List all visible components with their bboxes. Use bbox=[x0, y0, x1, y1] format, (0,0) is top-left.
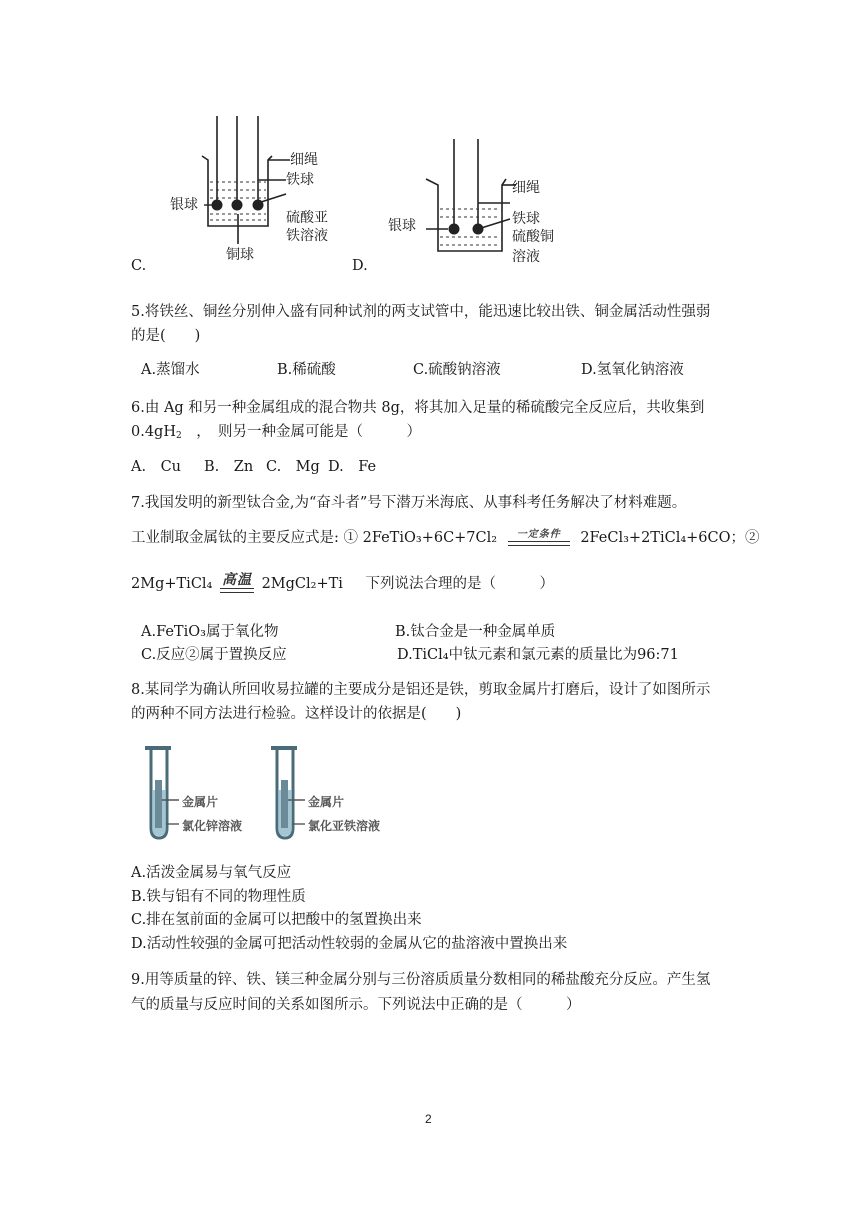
tube1-solution-label: 氯化锌溶液 bbox=[182, 819, 243, 833]
q7-stem-line1: 7.我国发明的新型钛合金,为“奋斗者”号下潜万米海底、从事科考任务解决了材料难题。 bbox=[131, 495, 687, 511]
q8-stem-line1: 8.某同学为确认所回收易拉罐的主要成分是铝还是铁，剪取金属片打磨后，设计了如图所示 bbox=[131, 682, 711, 698]
q7-option-b: B.钛合金是一种金属单质 bbox=[395, 624, 556, 640]
fig-d-letter: D. bbox=[352, 258, 368, 274]
fig-c-rope-label: 细绳 bbox=[290, 152, 318, 168]
eq2-condition: 高温 bbox=[221, 572, 252, 588]
fig-d-solution-label-2: 溶液 bbox=[512, 249, 540, 265]
q8-option-b: B.铁与铝有不同的物理性质 bbox=[131, 889, 306, 905]
test-tube-1 bbox=[145, 748, 179, 838]
q6-option-c: C. Mg bbox=[266, 459, 320, 475]
iron-ball bbox=[473, 224, 484, 235]
q5-option-d: D.氢氧化钠溶液 bbox=[581, 362, 684, 378]
q9-stem-line1: 9.用等质量的锌、铁、镁三种金属分别与三份溶质质量分数相同的稀盐酸充分反应。产生氢 bbox=[131, 972, 711, 988]
tube2-metal-label: 金属片 bbox=[308, 795, 345, 809]
q6-stem-line1: 6.由 Ag 和另一种金属组成的混合物共 8g，将其加入足量的稀硫酸完全反应后，共收集到 bbox=[131, 400, 705, 416]
iron-ball bbox=[253, 200, 264, 211]
q5-stem-line1: 5.将铁丝、铜丝分别伸入盛有同种试剂的两支试管中，能迅速比较出铁、铜金属活动性强弱 bbox=[131, 304, 711, 320]
eq1-equal-sign bbox=[508, 541, 570, 546]
eq2-equal-sign bbox=[220, 588, 254, 593]
q7-option-c: C.反应②属于置换反应 bbox=[141, 647, 287, 663]
q7-equation-line2: 2Mg+TiCl₄ 高温 2MgCl₂+Ti 下列说法合理的是（ ） bbox=[131, 572, 555, 592]
q5-option-b: B.稀硫酸 bbox=[277, 362, 336, 378]
fig-d-rope-label: 细绳 bbox=[512, 180, 540, 196]
test-tube-2 bbox=[271, 748, 305, 838]
fig-c-letter: C. bbox=[131, 258, 147, 274]
q6-option-b: B. Zn bbox=[204, 459, 254, 475]
q8-option-c: C.排在氢前面的金属可以把酸中的氢置换出来 bbox=[131, 912, 422, 928]
q9-stem-line2: 气的质量与反应时间的关系如图所示。下列说法中正确的是（ ） bbox=[131, 997, 581, 1013]
fig-c-copper-ball-label: 铜球 bbox=[226, 247, 254, 263]
q7-equation-line1: 工业制取金属钛的主要反应式是: ① 2FeTiO₃+6C+7Cl₂ 一定条件 2FeCl₃+2TiCl₄+6CO；② bbox=[131, 529, 760, 546]
q6-stem-line2: $0.4gH_2$ ， 则另一种金属可能是（ ） bbox=[131, 424, 421, 441]
tube2-solution-label: 氯化亚铁溶液 bbox=[308, 819, 381, 833]
figure-d-beaker bbox=[380, 135, 580, 265]
fig-c-iron-ball-label: 铁球 bbox=[286, 172, 314, 188]
silver-ball bbox=[212, 200, 223, 211]
fig-d-silver-ball-label: 银球 bbox=[388, 218, 416, 234]
q6-option-a: A. Cu bbox=[131, 459, 182, 475]
page-number: 2 bbox=[425, 1112, 432, 1126]
copper-ball bbox=[232, 200, 243, 211]
q5-option-a: A.蒸馏水 bbox=[141, 362, 200, 378]
q5-option-c: C.硫酸钠溶液 bbox=[413, 362, 501, 378]
q6-option-d: D. Fe bbox=[328, 459, 377, 475]
q8-stem-line2: 的两种不同方法进行检验。这样设计的依据是( ) bbox=[131, 706, 462, 722]
q8-option-d: D.活动性较强的金属可把活动性较弱的金属从它的盐溶液中置换出来 bbox=[131, 936, 568, 952]
fig-d-iron-ball-label: 铁球 bbox=[512, 211, 540, 227]
silver-ball bbox=[449, 224, 460, 235]
q7-option-a: A.FeTiO₃属于氧化物 bbox=[141, 624, 279, 640]
figure-c-beaker bbox=[160, 110, 360, 270]
q8-option-a: A.活泼金属易与氧气反应 bbox=[131, 865, 292, 881]
q7-option-d: D.TiCl₄中钛元素和氯元素的质量比为96:71 bbox=[397, 647, 679, 663]
eq1-condition: 一定条件 bbox=[516, 529, 561, 540]
fig-d-solution-label-1: 硫酸铜 bbox=[512, 229, 554, 245]
fig-c-solution-label-2: 铁溶液 bbox=[286, 228, 328, 244]
fig-c-solution-label-1: 硫酸亚 bbox=[286, 210, 328, 226]
tube1-metal-label: 金属片 bbox=[182, 795, 219, 809]
q5-stem-line2: 的是( ) bbox=[131, 328, 201, 344]
fig-c-silver-ball-label: 银球 bbox=[170, 197, 198, 213]
